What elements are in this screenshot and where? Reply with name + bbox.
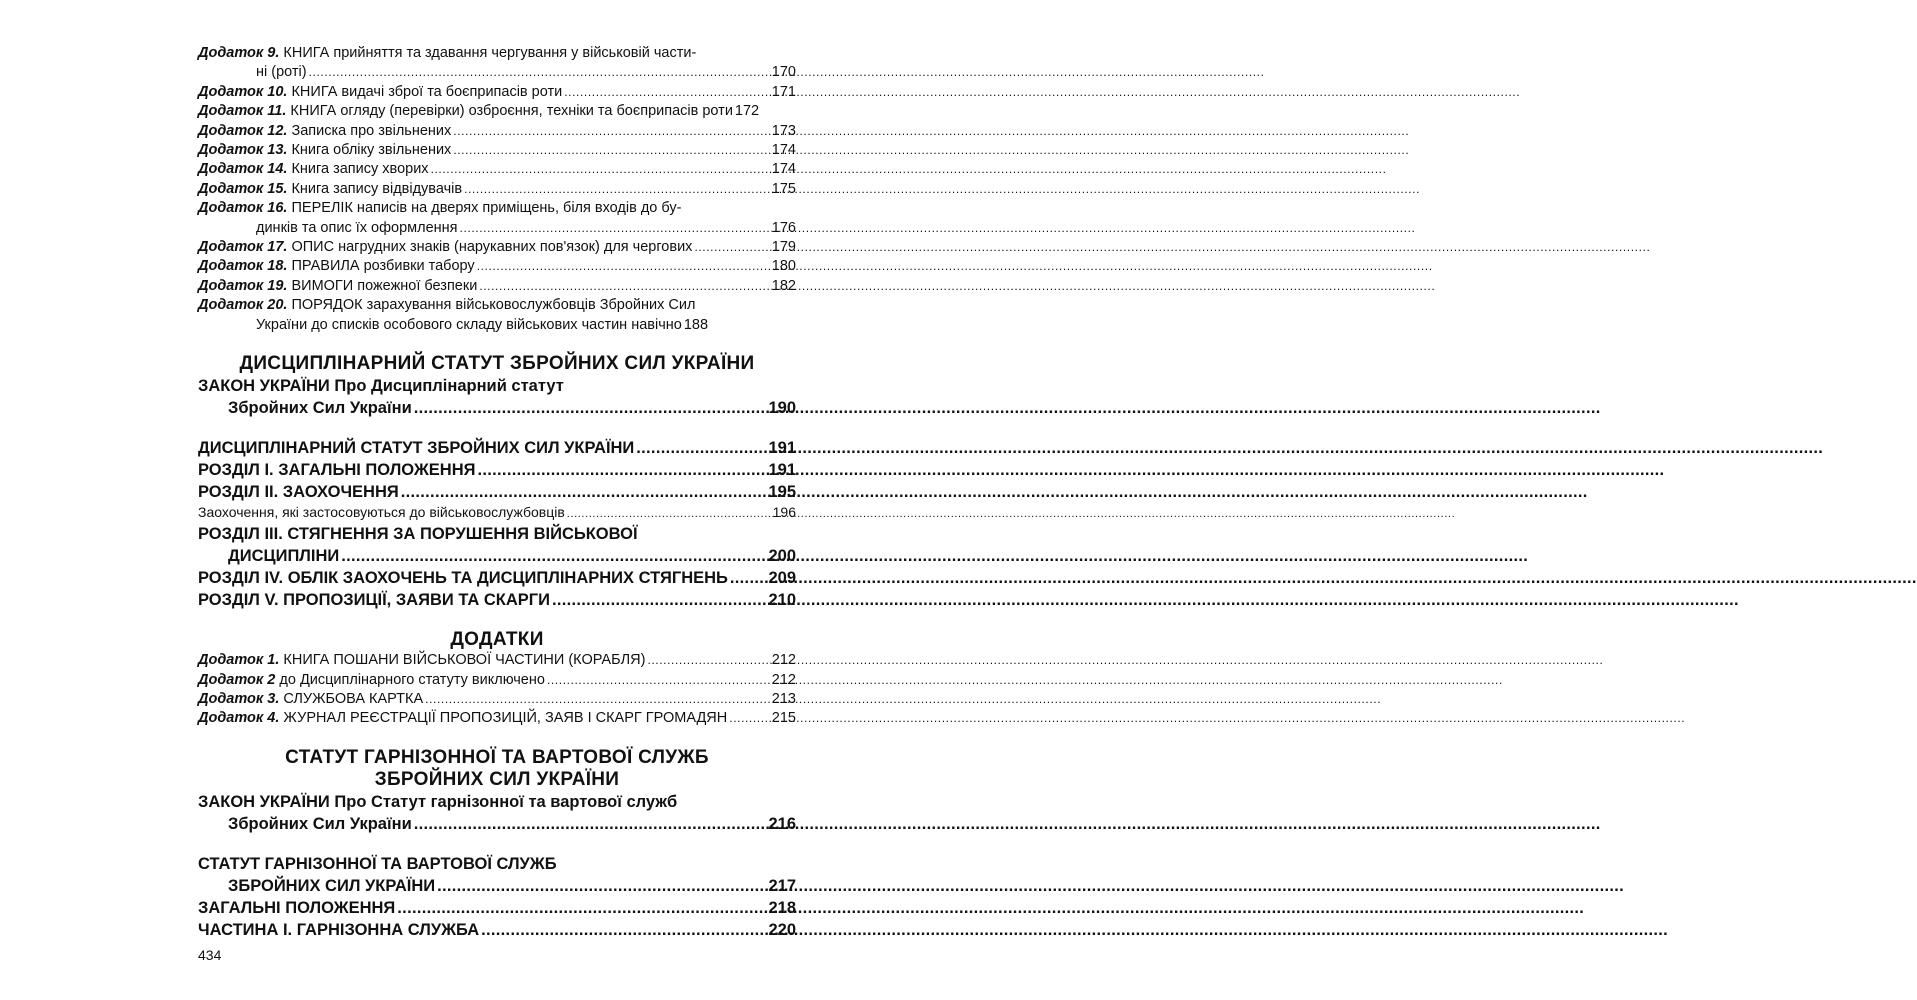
dot-leader: [478, 459, 765, 481]
dot-leader: [547, 671, 768, 690]
section-title-garrison-statute: СТАТУТ ГАРНІЗОННОЇ ТА ВАРТОВОЇ СЛУЖБ: [285, 746, 709, 768]
dot-leader: [464, 180, 768, 199]
dot-leader: [552, 589, 764, 611]
dot-leader: [437, 875, 764, 897]
page-ref: 190: [768, 399, 796, 418]
toc-entry-garrison-statute: СТАТУТ ГАРНІЗОННОЇ ТА ВАРТОВОЇ СЛУЖБ: [198, 854, 557, 873]
page-ref: 220: [768, 920, 796, 939]
appendix-list-garrison: [198, 44, 796, 335]
dot-leader: [694, 238, 767, 257]
toc-entry-chapter-1: РОЗДІЛ I. ЗАГАЛЬНІ ПОЛОЖЕННЯ ..... 191: [198, 459, 796, 481]
toc-entry-appendix-19: Додаток 19. ВИМОГИ пожежної безпеки ..... 182: [198, 277, 796, 296]
page-ref: 180: [771, 258, 796, 275]
page-ref: 173: [771, 122, 796, 139]
dot-leader: [453, 122, 768, 141]
toc-entry-law-disciplinary: ЗАКОН УКРАЇНИ Про Дисциплінарний статут: [198, 377, 564, 396]
table-of-contents: [198, 44, 796, 941]
dot-leader: [341, 545, 764, 567]
toc-entry-law-disciplinary-cont: Збройних Сил України ..... 190: [198, 397, 796, 419]
section-title-garrison-statute-line2: ЗБРОЙНИХ СИЛ УКРАЇНИ: [374, 768, 620, 790]
dot-leader: [425, 690, 768, 709]
page-ref: 170: [771, 64, 796, 81]
page-number: 434: [198, 947, 222, 963]
toc-entry-rewards-sub: Заохочення, які застосовуються до військовослужбовців ..... 196: [198, 503, 796, 523]
dot-leader: [309, 63, 768, 82]
toc-entry-garrison-statute-cont: ЗБРОЙНИХ СИЛ УКРАЇНИ ..... 217: [198, 875, 796, 897]
dot-leader: [730, 567, 765, 589]
toc-entry-appendix-9: Додаток 9. КНИГА прийняття та здавання чергування у військовій части-: [198, 45, 697, 61]
page-ref: 182: [771, 277, 796, 294]
page-ref: 218: [768, 898, 796, 917]
toc-entry-appendix-16: Додаток 16. ПЕРЕЛІК написів на дверях приміщень, біля входів до бу-: [198, 200, 682, 217]
page-ref: 191: [768, 461, 796, 480]
dot-leader: [647, 651, 767, 670]
toc-entry-appendix-11: Додаток 11. КНИГА огляду (перевірки) озброєння, техніки та боєприпасів роти 172: [198, 102, 796, 121]
dot-leader: [460, 219, 768, 238]
dot-leader: [414, 397, 765, 419]
toc-entry-appendix-18: Додаток 18. ПРАВИЛА розбивки табору ..... 180: [198, 257, 796, 276]
toc-entry-appendix-17: Додаток 17. ОПИС нагрудних знаків (нарукавних пов'язок) для чергових ..... 179: [198, 238, 796, 257]
page-ref: 176: [771, 219, 796, 236]
toc-entry-law-garrison-cont: Збройних Сил України ..... 216: [198, 813, 796, 835]
page-ref: 195: [768, 483, 796, 502]
page-ref: 188: [683, 316, 709, 333]
toc-entry-chapter-3-cont: ДИСЦИПЛІНИ ..... 200: [198, 545, 796, 567]
toc-entry-appendix-3: Додаток 3. СЛУЖБОВА КАРТКА ..... 213: [198, 690, 796, 709]
toc-entry-appendix-10: Додаток 10. КНИГА видачі зброї та боєприпасів роти ..... 171: [198, 83, 796, 102]
dot-leader: [481, 919, 764, 941]
toc-entry-appendix-2: Додаток 2 до Дисциплінарного статуту виключено ..... 212: [198, 671, 796, 690]
page-ref: 172: [734, 103, 760, 120]
toc-entry-appendix-4: Додаток 4. ЖУРНАЛ РЕЄСТРАЦІЇ ПРОПОЗИЦІЙ, ЗАЯВ І СКАРГ ГРОМАДЯН ..... 215: [198, 709, 796, 728]
page-ref: 171: [771, 83, 796, 100]
toc-entry-appendix-12: Додаток 12. Записка про звільнених ..... 173: [198, 122, 796, 141]
toc-entry-chapter-4: РОЗДІЛ IV. ОБЛІК ЗАОХОЧЕНЬ ТА ДИСЦИПЛІНАРНИХ СТЯГНЕНЬ ..... 209: [198, 567, 796, 589]
dot-leader: [431, 160, 768, 179]
page-ref: 213: [771, 690, 796, 707]
page-ref: 179: [771, 239, 796, 256]
page-ref: 200: [768, 547, 796, 566]
page-ref: 210: [768, 591, 796, 610]
page-ref: 209: [768, 569, 796, 588]
toc-entry-appendix-15: Додаток 15. Книга запису відвідувачів ..... 175: [198, 180, 796, 199]
dot-leader: [729, 709, 768, 728]
page-ref: 212: [771, 671, 796, 688]
toc-entry-appendix-20: Додаток 20. ПОРЯДОК зарахування військовослужбовців Збройних Сил: [198, 297, 696, 314]
page-ref: 191: [768, 439, 796, 458]
toc-entry-appendix-9-cont: ні (роті) ..... 170: [198, 63, 796, 82]
dot-leader: [479, 277, 767, 296]
toc-entry-chapter-2: РОЗДІЛ II. ЗАОХОЧЕННЯ ..... 195: [198, 481, 796, 503]
dot-leader: [401, 481, 765, 503]
toc-entry-chapter-3: РОЗДІЛ III. СТЯГНЕННЯ ЗА ПОРУШЕННЯ ВІЙСЬКОВОЇ: [198, 525, 638, 544]
dot-leader: [567, 503, 769, 523]
toc-entry-disciplinary-statute: ДИСЦИПЛІНАРНИЙ СТАТУТ ЗБРОЙНИХ СИЛ УКРАЇНИ ..... 191: [198, 437, 796, 459]
toc-entry-chapter-5: РОЗДІЛ V. ПРОПОЗИЦІЇ, ЗАЯВИ ТА СКАРГИ ..... 210: [198, 589, 796, 611]
appendix-list-disciplinary: [198, 651, 796, 729]
page-ref: 196: [772, 504, 796, 521]
dot-leader: [477, 257, 768, 276]
dot-leader: [636, 437, 764, 459]
toc-entry-appendix-13: Додаток 13. Книга обліку звільнених ..... 174: [198, 141, 796, 160]
toc-entry-law-garrison: ЗАКОН УКРАЇНИ Про Статут гарнізонної та вартової служб: [198, 792, 678, 811]
section-title-appendices: ДОДАТКИ: [450, 629, 544, 651]
page-ref: 216: [768, 814, 796, 833]
page-ref: 217: [768, 876, 796, 895]
page-ref: 174: [771, 161, 796, 178]
dot-leader: [414, 813, 765, 835]
toc-entry-appendix-20-cont: України до списків особового складу військових частин навічно 188: [198, 316, 796, 335]
toc-entry-general-provisions: ЗАГАЛЬНІ ПОЛОЖЕННЯ ..... 218: [198, 897, 796, 919]
section-title-disciplinary-statute: ДИСЦИПЛІНАРНИЙ СТАТУТ ЗБРОЙНИХ СИЛ УКРАЇНИ: [239, 353, 755, 375]
dot-leader: [453, 141, 767, 160]
toc-entry-appendix-16-cont: динків та опис їх оформлення ..... 176: [198, 219, 796, 238]
dot-leader: [564, 83, 768, 102]
toc-entry-appendix-1: Додаток 1. КНИГА ПОШАНИ ВІЙСЬКОВОЇ ЧАСТИНИ (КОРАБЛЯ) ..... 212: [198, 651, 796, 670]
page-ref: 215: [771, 710, 796, 727]
page-ref: 175: [771, 180, 796, 197]
page-ref: 212: [771, 652, 796, 669]
dot-leader: [397, 897, 764, 919]
toc-entry-part-1: ЧАСТИНА I. ГАРНІЗОННА СЛУЖБА ..... 220: [198, 919, 796, 941]
page-ref: 174: [771, 142, 796, 159]
toc-entry-appendix-14: Додаток 14. Книга запису хворих ..... 174: [198, 160, 796, 179]
